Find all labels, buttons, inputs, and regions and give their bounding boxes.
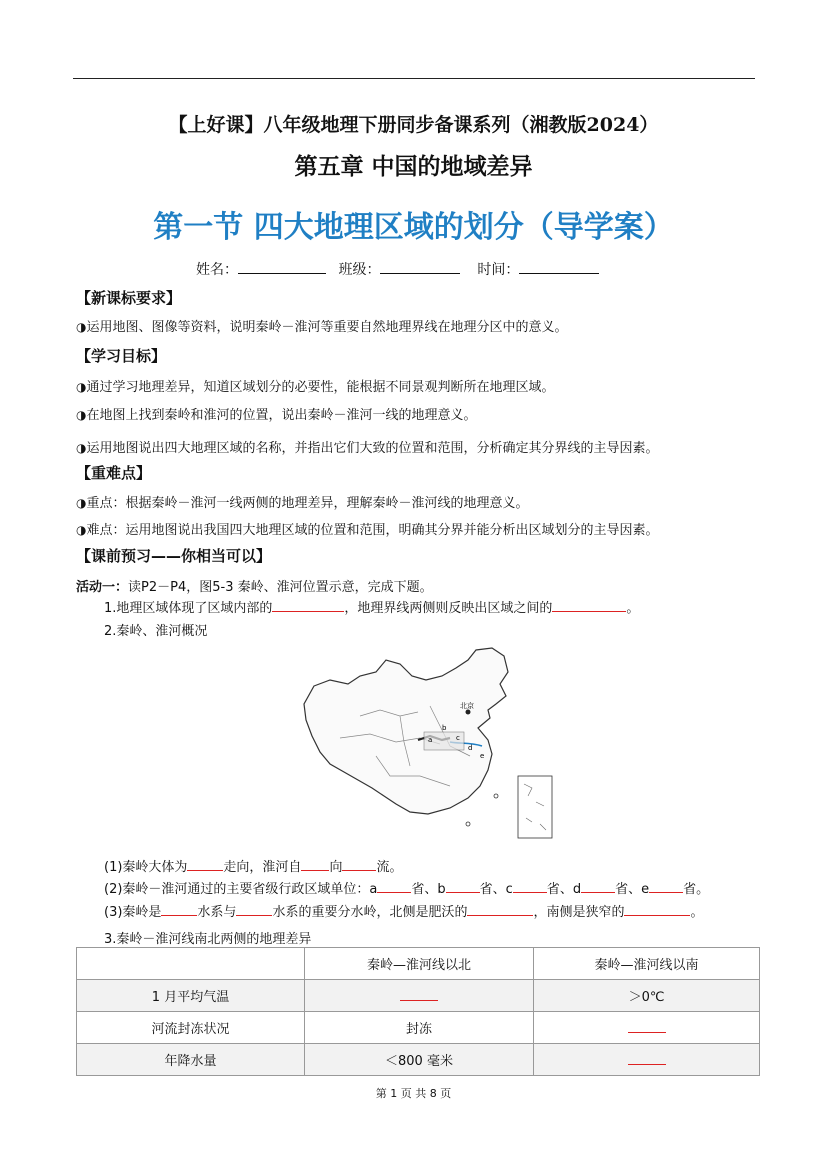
- standards-item: ◑运用地图、图像等资料，说明秦岭－淮河等重要自然地理界线在地理分区中的意义。: [76, 320, 568, 335]
- map-letter-e: e: [480, 752, 485, 760]
- keypoints-heading: 【重难点】: [76, 464, 152, 482]
- answer-blank[interactable]: [649, 879, 683, 893]
- answer-blank[interactable]: [377, 879, 411, 893]
- map-letter-d: d: [468, 744, 473, 752]
- half-circle-bullet-icon: ◑: [76, 496, 87, 510]
- table-row: [77, 1012, 760, 1044]
- time-blank[interactable]: [519, 261, 599, 274]
- half-circle-bullet-icon: ◑: [76, 523, 87, 537]
- map-letter-b: b: [442, 724, 447, 732]
- goal-item: ◑通过学习地理差异，知道区域划分的必要性，能根据不同景观判断所在地理区域。: [76, 380, 555, 395]
- answer-blank[interactable]: [187, 857, 223, 871]
- north-south-comparison-table: [76, 947, 760, 1076]
- table-header-cell: 秦岭—淮河线以南: [534, 948, 760, 980]
- page-footer: 第 1 页 共 8 页: [375, 1087, 452, 1100]
- goals-heading: 【学习目标】: [76, 347, 167, 365]
- map-letter-a: a: [428, 736, 433, 744]
- table-header-row: [77, 948, 760, 980]
- question-3: 3.秦岭－淮河线南北两侧的地理差异: [104, 932, 312, 947]
- table-answer-cell[interactable]: [534, 1044, 760, 1076]
- activity-label: 活动一：: [76, 580, 129, 595]
- answer-blank[interactable]: [628, 1050, 666, 1065]
- name-label: 姓名：: [196, 262, 238, 278]
- table-cell: ＞0℃: [534, 980, 760, 1012]
- answer-blank[interactable]: [446, 879, 480, 893]
- answer-blank[interactable]: [581, 879, 615, 893]
- question-1: 1.地理区域体现了区域内部的 ，地理界线两侧则反映出区域之间的 。: [104, 597, 639, 616]
- answer-blank[interactable]: [624, 902, 690, 916]
- answer-blank[interactable]: [513, 879, 547, 893]
- keypoint-item: ◑重点：根据秦岭－淮河一线两侧的地理差异，理解秦岭－淮河线的地理意义。: [76, 496, 529, 511]
- table-answer-cell[interactable]: [305, 980, 534, 1012]
- map-letter-c: c: [456, 734, 460, 742]
- sub-question-2: (2)秦岭－淮河通过的主要省级行政区域单位：a 省、b 省、c 省、d 省、e 省。: [104, 878, 709, 897]
- preview-heading: 【课前预习——你相当可以】: [76, 547, 272, 565]
- table-header-cell: 秦岭—淮河线以北: [305, 948, 534, 980]
- activity-line: 活动一：读P2－P4，图5-3 秦岭、淮河位置示意，完成下题。: [76, 580, 433, 595]
- answer-blank[interactable]: [272, 598, 344, 612]
- taiwan-island: [494, 794, 498, 798]
- table-row: [77, 980, 760, 1012]
- goal-item: ◑在地图上找到秦岭和淮河的位置，说出秦岭－淮河一线的地理意义。: [76, 408, 477, 423]
- table-row-label: 河流封冻状况: [77, 1012, 305, 1044]
- header-rule: [73, 78, 755, 79]
- answer-blank[interactable]: [467, 902, 533, 916]
- chapter-title: 第五章 中国的地域差异: [294, 154, 533, 180]
- goal-item: ◑运用地图说出四大地理区域的名称，并指出它们大致的位置和范围，分析确定其分界线的主导因素。: [76, 441, 659, 456]
- south-china-sea-inset: [518, 776, 552, 838]
- standards-heading: 【新课标要求】: [76, 289, 182, 307]
- china-outline: [304, 648, 508, 814]
- capital-label: 北京: [460, 702, 474, 710]
- answer-blank[interactable]: [301, 857, 329, 871]
- answer-blank[interactable]: [161, 902, 197, 916]
- answer-blank[interactable]: [628, 1018, 666, 1033]
- class-blank[interactable]: [380, 261, 460, 274]
- china-map: [300, 646, 555, 842]
- half-circle-bullet-icon: ◑: [76, 320, 87, 334]
- table-header-cell: [77, 948, 305, 980]
- sub-question-3: (3)秦岭是 水系与 水系的重要分水岭，北侧是肥沃的 ，南侧是狭窄的 。: [104, 901, 703, 920]
- answer-blank[interactable]: [236, 902, 272, 916]
- keypoint-item: ◑难点：运用地图说出我国四大地理区域的位置和范围，明确其分界并能分析出区域划分的主导因素。: [76, 523, 659, 538]
- student-info-line: [196, 259, 607, 279]
- hainan-island: [466, 822, 470, 826]
- table-row-label: 年降水量: [77, 1044, 305, 1076]
- table-cell: ＜800 毫米: [305, 1044, 534, 1076]
- answer-blank[interactable]: [552, 598, 626, 612]
- question-2: 2.秦岭、淮河概况: [104, 624, 208, 639]
- section-title: 第一节 四大地理区域的划分（导学案）: [153, 210, 674, 245]
- table-answer-cell[interactable]: [534, 1012, 760, 1044]
- series-title: 【上好课】八年级地理下册同步备课系列（湘教版2024）: [168, 114, 659, 136]
- table-cell: 封冻: [305, 1012, 534, 1044]
- answer-blank[interactable]: [342, 857, 376, 871]
- name-blank[interactable]: [238, 261, 326, 274]
- half-circle-bullet-icon: ◑: [76, 441, 87, 455]
- table-row: [77, 1044, 760, 1076]
- half-circle-bullet-icon: ◑: [76, 408, 87, 422]
- table-row-label: 1 月平均气温: [77, 980, 305, 1012]
- class-label: 班级：: [338, 262, 381, 278]
- capital-marker: [466, 710, 471, 715]
- half-circle-bullet-icon: ◑: [76, 380, 87, 394]
- time-label: 时间：: [477, 262, 520, 278]
- sub-question-1: (1)秦岭大体为 走向，淮河自 向 流。: [104, 856, 402, 875]
- answer-blank[interactable]: [400, 986, 438, 1001]
